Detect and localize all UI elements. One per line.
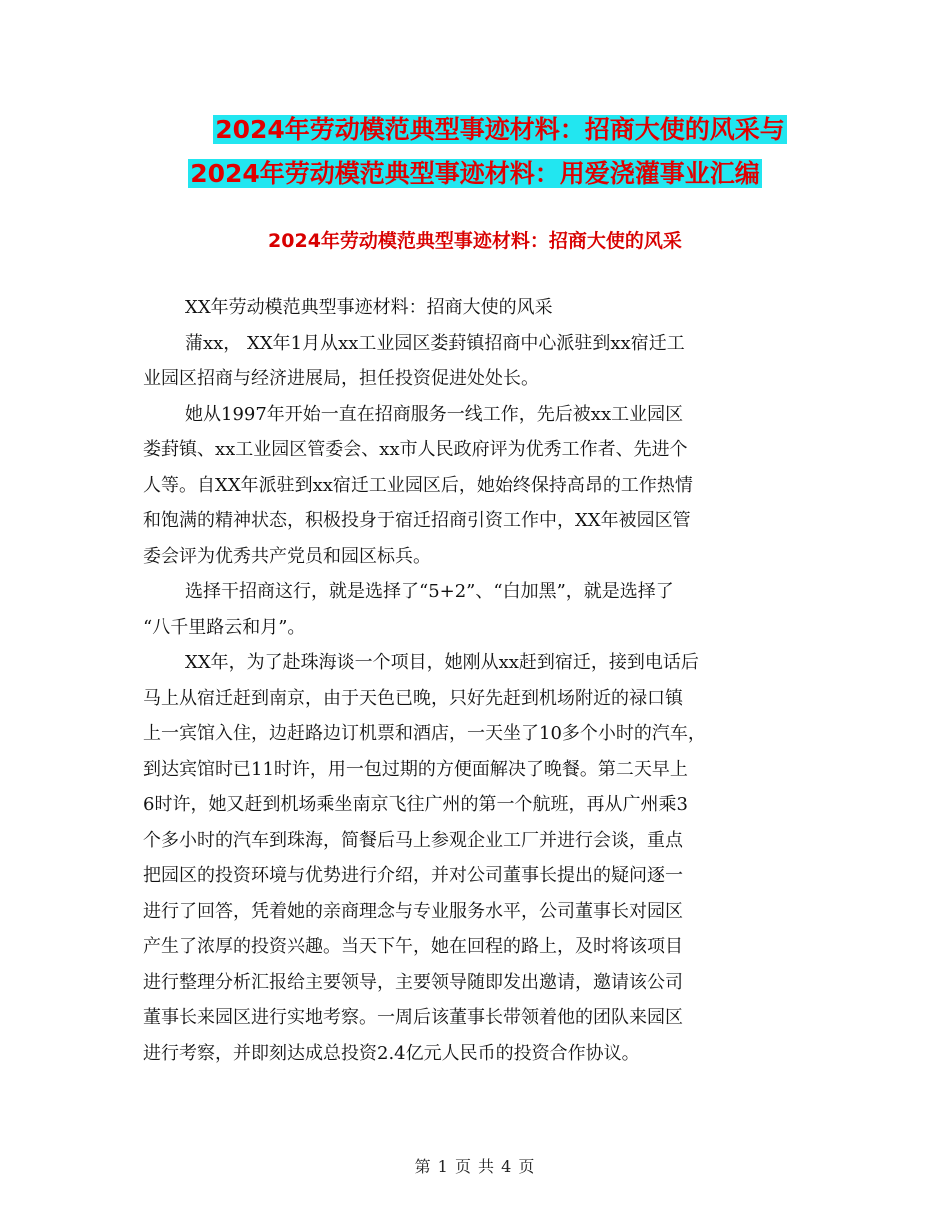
body-line: XX年劳动模范典型事迹材料：招商大使的风采	[185, 297, 553, 318]
body-line: 把园区的投资环境与优势进行介绍，并对公司董事长提出的疑问逐一	[143, 865, 683, 886]
body-line: 上一宾馆入住，边赶路边订机票和酒店，一天坐了10多个小时的汽车，	[143, 723, 706, 744]
body-line: 个多小时的汽车到珠海，简餐后马上参观企业工厂并进行会谈，重点	[143, 829, 683, 851]
body-line: 蒲xx， XX年1月从xx工业园区娄葑镇招商中心派驻到xx宿迁工	[185, 332, 685, 354]
body-line: 产生了浓厚的投资兴趣。当天下午，她在回程的路上，及时将该项目	[143, 936, 683, 957]
body-text	[143, 290, 813, 1071]
title-line-1: 2024年劳动模范典型事迹材料：招商大使的风采与	[215, 115, 785, 144]
body-line: 她从1997年开始一直在招商服务一线工作，先后被xx工业园区	[185, 403, 684, 425]
body-line: XX年，为了赴珠海谈一个项目，她刚从xx赶到宿迁，接到电话后	[185, 652, 699, 673]
body-line: 进行考察，并即刻达成总投资2.4亿元人民币的投资合作协议。	[143, 1042, 640, 1064]
body-line: 董事长来园区进行实地考察。一周后该董事长带领着他的团队来园区	[143, 1007, 683, 1028]
body-line: 进行了回答，凭着她的亲商理念与专业服务水平，公司董事长对园区	[143, 900, 683, 922]
body-line: 委会评为优秀共产党员和园区标兵。	[143, 545, 431, 567]
body-line: 人等。自XX年派驻到xx宿迁工业园区后，她始终保持高昂的工作热情	[143, 474, 693, 496]
body-line: 马上从宿迁赶到南京，由于天色已晚，只好先赶到机场附近的禄口镇	[143, 687, 683, 709]
body-line: “八千里路云和月”。	[143, 616, 306, 638]
section-title: 2024年劳动模范典型事迹材料：招商大使的风采	[268, 230, 682, 252]
body-line: 选择干招商这行，就是选择了“5+2”、“白加黑”，就是选择了	[185, 581, 674, 602]
title-line-2: 2024年劳动模范典型事迹材料：用爱浇灌事业汇编	[190, 159, 760, 188]
body-line: 业园区招商与经济进展局，担任投资促进处处长。	[143, 368, 539, 389]
body-line: 娄葑镇、xx工业园区管委会、xx市人民政府评为优秀工作者、先进个	[143, 439, 688, 460]
page-footer: 第 1 页 共 4 页	[414, 1157, 536, 1176]
body-line: 到达宾馆时已11时许，用一包过期的方便面解决了晚餐。第二天早上	[143, 758, 688, 780]
document-title	[0, 108, 950, 196]
body-line: 和饱满的精神状态，积极投身于宿迁招商引资工作中，XX年被园区管	[143, 510, 691, 531]
body-line: 进行整理分析汇报给主要领导，主要领导随即发出邀请，邀请该公司	[143, 971, 683, 993]
body-line: 6时许，她又赶到机场乘坐南京飞往广州的第一个航班，再从广州乘3	[143, 794, 688, 815]
